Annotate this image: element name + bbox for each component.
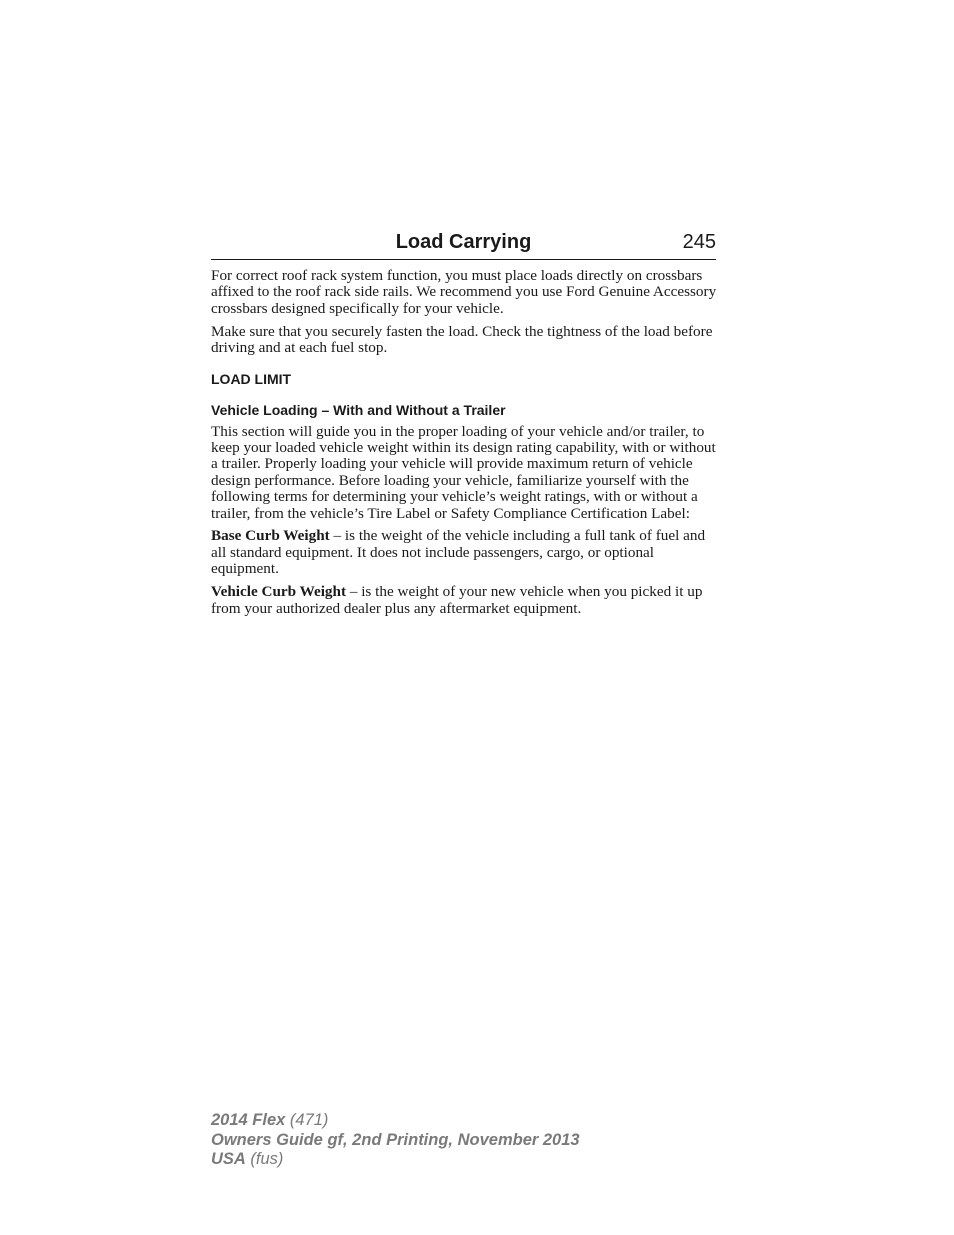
page-footer — [211, 1111, 580, 1170]
definition-vehicle-curb-weight — [211, 584, 717, 617]
heading-load-limit: LOAD LIMIT — [211, 370, 292, 387]
page-number: 245 — [682, 231, 716, 253]
paragraph-loading-guide: This section will guide you in the proper loading of your vehicle and/or trailer, to keep your loaded vehicle weight within its design rating capability, with or without a trailer. Properly loading your vehicle will provide maximum return of vehicle design performance. Before loading your vehicle, familiarize yourself with the following terms for determining your vehicle’s weight ratings, with or without a trailer, from the vehicle’s Tire Label or Safety Compliance Certification Label: — [211, 422, 716, 522]
footer-line-edition — [211, 1131, 580, 1151]
definition-text: – is the weight of your new vehicle when you picked it up from your authorized dealer plus any aftermarket equipment. — [211, 583, 703, 617]
footer-edition: Owners Guide gf, 2nd Printing, November 2013 — [211, 1130, 580, 1149]
footer-region-code: (fus) — [245, 1150, 284, 1168]
footer-model-code: (471) — [285, 1111, 329, 1129]
footer-line-model — [211, 1111, 580, 1131]
heading-vehicle-loading: Vehicle Loading – With and Without a Trailer — [211, 401, 506, 418]
definition-text: – is the weight of the vehicle including a full tank of fuel and all standard equipment. It does not include passengers, cargo, or optional equipment. — [211, 527, 706, 578]
main-content — [211, 268, 717, 624]
term-vehicle-curb-weight: Vehicle Curb Weight — [211, 583, 347, 601]
page-header — [211, 228, 716, 260]
footer-line-region — [211, 1150, 580, 1170]
page-title: Load Carrying — [395, 231, 532, 253]
paragraph-roof-rack: For correct roof rack system function, you must place loads directly on crossbars affixed to the roof rack side rails. We recommend you use Ford Genuine Accessory crossbars designed specifically for your vehicle. — [211, 267, 717, 317]
footer-model: 2014 Flex — [211, 1111, 286, 1129]
term-base-curb-weight: Base Curb Weight — [211, 527, 330, 545]
footer-region: USA — [211, 1150, 246, 1168]
paragraph-fasten-load: Make sure that you securely fasten the load. Check the tightness of the load before driving and at each fuel stop. — [211, 322, 713, 357]
definition-base-curb-weight — [211, 528, 717, 577]
